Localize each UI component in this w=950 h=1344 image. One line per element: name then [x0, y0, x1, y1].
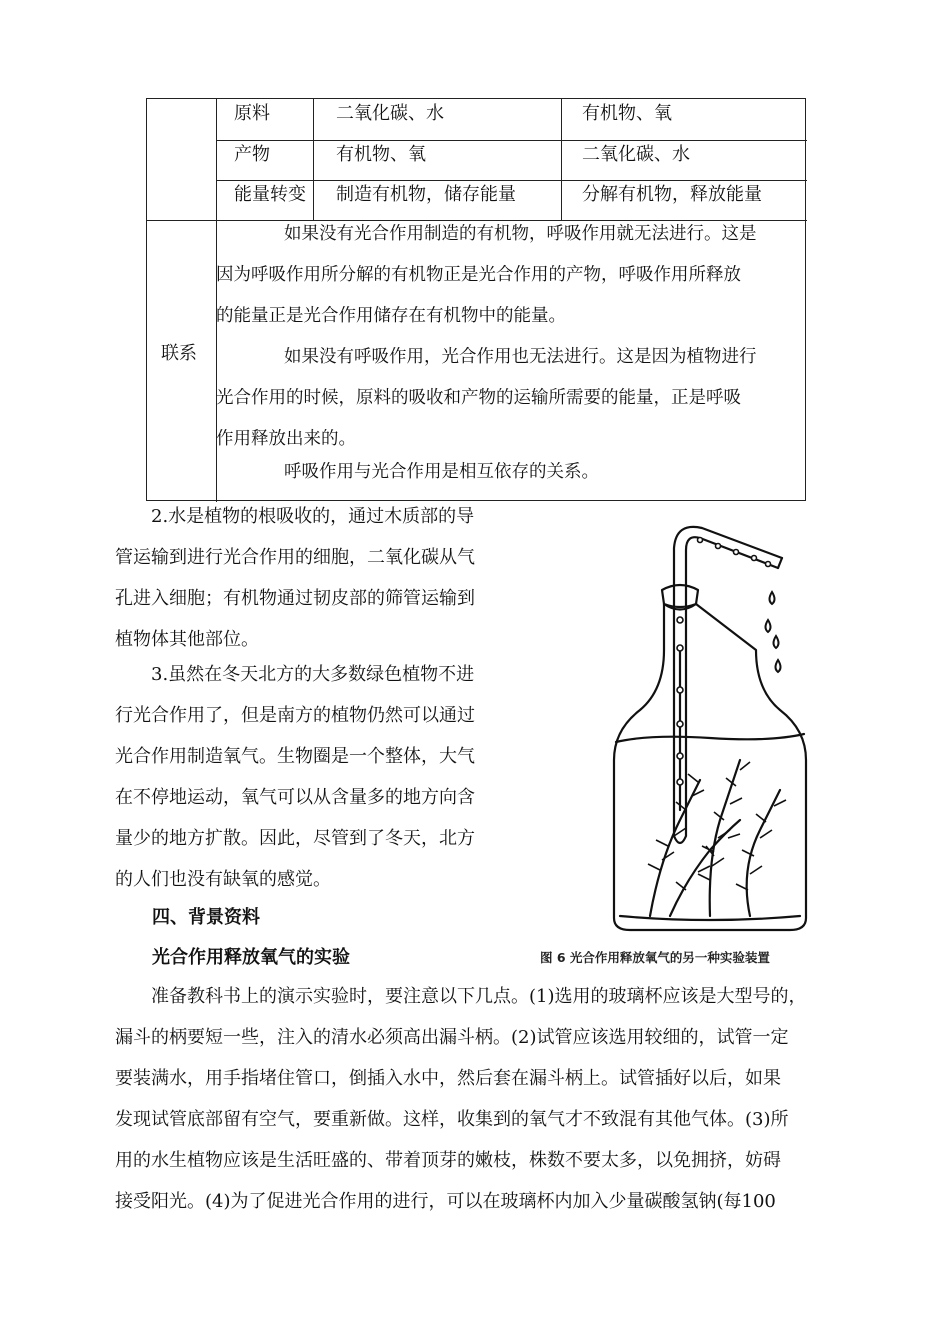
answer-3-line-2: 行光合作用了，但是南方的植物仍然可以通过 — [115, 705, 475, 726]
relation-p3: 呼吸作用与光合作用是相互依存的关系。 — [284, 462, 599, 482]
relation-paragraph-2 — [216, 337, 804, 460]
cell-photosynthesis-energy: 制造有机物，储存能量 — [336, 184, 516, 205]
row-label-relation: 联系 — [161, 343, 197, 364]
answer-3-line-4: 在不停地运动，氧气可以从含量多的地方向含 — [115, 787, 475, 808]
relation-paragraph-3 — [216, 452, 804, 493]
cell-photosynthesis-raw: 二氧化碳、水 — [336, 103, 444, 124]
body-line-3: 要装满水，用手指堵住管口，倒插入水中，然后套在漏斗柄上。试管插好以后，如果 — [115, 1068, 781, 1089]
answer-2-line-1: 2.水是植物的根吸收的，通过木质部的导 — [151, 506, 475, 527]
cell-respiration-products: 二氧化碳、水 — [582, 144, 690, 165]
row-label-energy: 能量转变 — [234, 184, 306, 205]
bottle-apparatus-illustration — [590, 520, 830, 940]
row-label-raw-materials: 原料 — [234, 103, 270, 124]
row-label-products: 产物 — [234, 144, 270, 165]
answer-2 — [115, 496, 515, 660]
section-heading: 四、背景资料 — [152, 907, 260, 928]
cell-photosynthesis-products: 有机物、氧 — [336, 144, 426, 165]
body-line-4: 发现试管底部留有空气，要重新做。这样，收集到的氧气才不致混有其他气体。(3)所 — [115, 1109, 789, 1130]
cell-respiration-raw: 有机物、氧 — [582, 103, 672, 124]
answer-3-line-3: 光合作用制造氧气。生物圈是一个整体，大气 — [115, 746, 475, 767]
relation-p2-line-2: 光合作用的时候，原料的吸收和产物的运输所需要的能量，正是呼吸 — [216, 388, 741, 408]
answer-2-line-3: 孔进入细胞；有机物通过韧皮部的筛管运输到 — [115, 588, 475, 609]
answer-3 — [115, 654, 515, 900]
relation-p2-line-1: 如果没有呼吸作用，光合作用也无法进行。这是因为植物进行 — [284, 347, 757, 367]
answer-2-line-4: 植物体其他部位。 — [115, 629, 259, 650]
relation-paragraph-1 — [216, 214, 804, 337]
relation-p1-line-1: 如果没有光合作用制造的有机物，呼吸作用就无法进行。这是 — [284, 224, 757, 244]
relation-p1-line-3: 的能量正是光合作用储存在有机物中的能量。 — [216, 306, 566, 326]
relation-p1-line-2: 因为呼吸作用所分解的有机物正是光合作用的产物，呼吸作用所释放 — [216, 265, 741, 285]
section-subheading: 光合作用释放氧气的实验 — [152, 947, 350, 968]
body-line-1: 准备教科书上的演示实验时，要注意以下几点。(1)选用的玻璃杯应该是大型号的， — [151, 986, 807, 1007]
cell-respiration-energy: 分解有机物，释放能量 — [582, 184, 762, 205]
answer-3-line-1: 3.虽然在冬天北方的大多数绿色植物不进 — [151, 664, 475, 685]
body-line-5: 用的水生植物应该是生活旺盛的、带着顶芽的嫩枝，株数不要太多，以免拥挤，妨碍 — [115, 1150, 781, 1171]
relation-p2-line-3: 作用释放出来的。 — [216, 429, 356, 449]
body-line-2: 漏斗的柄要短一些，注入的清水必须高出漏斗柄。(2)试管应该选用较细的，试管一定 — [115, 1027, 789, 1048]
answer-3-line-5: 量少的地方扩散。因此，尽管到了冬天，北方 — [115, 828, 475, 849]
answer-3-line-6: 的人们也没有缺氧的感觉。 — [115, 869, 331, 890]
body-line-6: 接受阳光。(4)为了促进光合作用的进行，可以在玻璃杯内加入少量碳酸氢钠(每100 — [115, 1191, 776, 1212]
section-body — [115, 976, 840, 1222]
answer-2-line-2: 管运输到进行光合作用的细胞，二氧化碳从气 — [115, 547, 475, 568]
figure-caption: 图 6 光合作用释放氧气的另一种实验装置 — [540, 950, 770, 965]
